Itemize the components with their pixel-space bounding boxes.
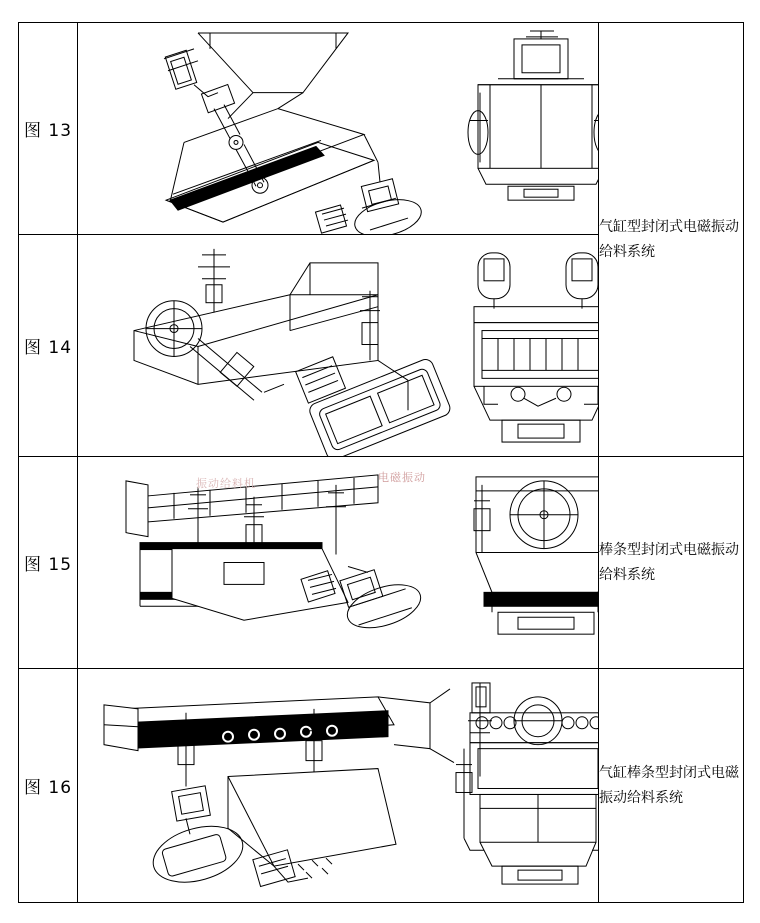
figure-label-15: 图 15 (19, 457, 78, 669)
figure-drawing-cell-15 (78, 457, 599, 669)
feeder-diagram-16 (78, 669, 598, 902)
feeder-diagram-14 (78, 235, 598, 456)
figure-drawing-cell-14 (78, 235, 599, 457)
figure-description-13: 气缸型封闭式电磁振动给料系统 (599, 23, 744, 457)
watermark-left: 振动给料机 (196, 477, 256, 490)
watermark-right: 电磁振动 (378, 471, 426, 484)
figure-description-16: 气缸棒条型封闭式电磁振动给料系统 (599, 669, 744, 903)
feeder-diagram-13 (78, 23, 598, 234)
table-row (19, 457, 744, 669)
figure-label-13: 图 13 (19, 23, 78, 235)
table-row (19, 669, 744, 903)
figure-description-15: 棒条型封闭式电磁振动给料系统 (599, 457, 744, 669)
figure-label-14: 图 14 (19, 235, 78, 457)
figure-table (18, 22, 744, 903)
figure-label-16: 图 16 (19, 669, 78, 903)
figure-drawing-cell-13 (78, 23, 599, 235)
feeder-diagram-15 (78, 457, 598, 668)
table-row (19, 23, 744, 235)
figure-drawing-cell-16 (78, 669, 599, 903)
